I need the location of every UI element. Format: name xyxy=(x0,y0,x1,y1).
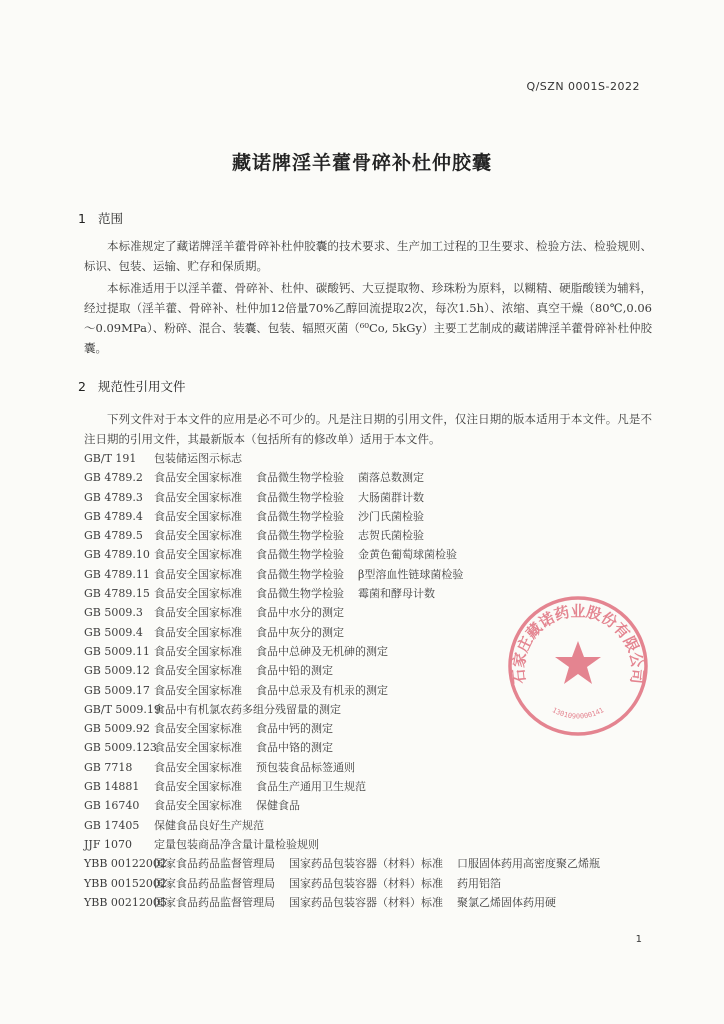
reference-t3: 志贺氏菌检验 xyxy=(358,529,424,543)
reference-t1: 食品安全国家标准 xyxy=(154,471,242,485)
reference-t2: 食品中铬的测定 xyxy=(256,741,333,755)
reference-item xyxy=(84,488,664,507)
seal-star-icon xyxy=(555,641,601,684)
reference-t1: 国家食品药品监督管理局 xyxy=(154,876,275,890)
reference-t1: 国家食品药品监督管理局 xyxy=(154,857,275,871)
reference-t1: 食品中有机氯农药多组分残留量的测定 xyxy=(154,702,341,716)
reference-t2: 国家药品包装容器（材料）标准 xyxy=(289,895,443,909)
reference-item xyxy=(84,874,664,893)
page-number: 1 xyxy=(635,934,642,945)
reference-item xyxy=(84,468,664,487)
section-1-title: 范围 xyxy=(98,211,124,226)
reference-t2: 国家药品包装容器（材料）标准 xyxy=(289,857,443,871)
reference-code: GB 17405 xyxy=(84,818,140,832)
reference-code: GB 4789.10 xyxy=(84,548,150,562)
reference-code: GB 5009.17 xyxy=(84,683,150,697)
reference-t1: 食品安全国家标准 xyxy=(154,644,242,658)
reference-t2: 食品中总汞及有机汞的测定 xyxy=(256,683,388,697)
reference-code: GB 4789.2 xyxy=(84,471,143,485)
reference-item xyxy=(84,893,664,912)
section-1-number: 1 xyxy=(78,211,86,226)
company-seal xyxy=(505,593,651,739)
reference-code: GB 7718 xyxy=(84,760,133,774)
seal-serial-text: 1301090000141 xyxy=(550,706,606,721)
reference-code: GB/T 191 xyxy=(84,452,137,465)
reference-t2: 食品中总砷及无机砷的测定 xyxy=(256,644,388,658)
reference-t1: 包装储运图示标志 xyxy=(154,452,242,465)
reference-t2: 食品微生物学检验 xyxy=(256,548,344,562)
reference-code: JJF 1070 xyxy=(84,837,132,851)
reference-item xyxy=(84,449,664,468)
reference-code: GB 4789.3 xyxy=(84,490,143,504)
reference-t1: 食品安全国家标准 xyxy=(154,625,242,639)
section-1-paragraph-1: 本标准规定了藏诺牌淫羊藿骨碎补杜仲胶囊的技术要求、生产加工过程的卫生要求、检验方法、检验规则、标识、包装、运输、贮存和保质期。 xyxy=(84,239,652,273)
reference-t1: 食品安全国家标准 xyxy=(154,722,242,736)
reference-code: YBB 00122002 xyxy=(84,857,167,871)
document-title: 藏诺牌淫羊藿骨碎补杜仲胶囊 xyxy=(231,152,492,174)
reference-t2: 国家药品包装容器（材料）标准 xyxy=(289,876,443,890)
reference-code: GB 4789.11 xyxy=(84,567,150,581)
reference-code: GB 5009.11 xyxy=(84,644,150,658)
reference-code: GB/T 5009.19 xyxy=(84,702,161,716)
reference-t3: 聚氯乙烯固体药用硬 xyxy=(457,895,556,909)
section-2-title: 规范性引用文件 xyxy=(98,379,186,394)
reference-t1: 食品安全国家标准 xyxy=(154,529,242,543)
seal-company-text: 石家庄藏诺药业股份有限公司 xyxy=(509,602,647,685)
reference-t2: 食品微生物学检验 xyxy=(256,587,344,601)
reference-item xyxy=(84,796,664,815)
reference-t1: 食品安全国家标准 xyxy=(154,780,242,794)
reference-code: GB 4789.5 xyxy=(84,529,143,543)
reference-t2: 食品中钙的测定 xyxy=(256,722,333,736)
section-1-paragraph-2: 本标准适用于以淫羊藿、骨碎补、杜仲、碳酸钙、大豆提取物、珍珠粉为原料，以糊精、硬脂酸镁为辅料，经过提取（淫羊藿、骨碎补、杜仲加12倍量70%乙醇回流提取2次，每次1.5h）、浓缩、真空干燥（80℃,0.06～0.09MPa）、粉碎、混合、装囊、包装、辐照灭菌（⁶⁰Co, 5kGy）主要工艺制成的藏诺牌淫羊藿骨碎补杜仲胶囊。 xyxy=(84,281,652,355)
reference-code: YBB 00152002 xyxy=(84,876,167,890)
reference-t1: 定量包装商品净含量计量检验规则 xyxy=(154,837,319,851)
standard-code: Q/SZN 0001S-2022 xyxy=(526,80,640,93)
reference-t1: 食品安全国家标准 xyxy=(154,664,242,678)
reference-t2: 食品中灰分的测定 xyxy=(256,625,344,639)
reference-t3: 沙门氏菌检验 xyxy=(358,509,424,523)
reference-t1: 食品安全国家标准 xyxy=(154,606,242,620)
reference-t1: 国家食品药品监督管理局 xyxy=(154,895,275,909)
reference-t3: 金黄色葡萄球菌检验 xyxy=(358,548,457,562)
reference-t2: 食品微生物学检验 xyxy=(256,490,344,504)
reference-t1: 食品安全国家标准 xyxy=(154,741,242,755)
reference-t2: 食品中铅的测定 xyxy=(256,664,333,678)
reference-t3: 药用铝箔 xyxy=(457,876,501,890)
reference-code: YBB 00212005 xyxy=(84,895,167,909)
reference-item xyxy=(84,854,664,873)
reference-t1: 食品安全国家标准 xyxy=(154,760,242,774)
section-2-heading xyxy=(78,377,186,395)
reference-item xyxy=(84,545,664,564)
reference-t3: β型溶血性链球菌检验 xyxy=(358,567,464,581)
reference-t1: 食品安全国家标准 xyxy=(154,587,242,601)
reference-code: GB 4789.4 xyxy=(84,509,143,523)
reference-item xyxy=(84,758,664,777)
reference-t2: 食品微生物学检验 xyxy=(256,509,344,523)
reference-code: GB 5009.4 xyxy=(84,625,143,639)
reference-item xyxy=(84,507,664,526)
section-1-heading xyxy=(78,209,123,227)
reference-t1: 食品安全国家标准 xyxy=(154,567,242,581)
reference-code: GB 14881 xyxy=(84,780,140,794)
reference-t1: 食品安全国家标准 xyxy=(154,490,242,504)
reference-item xyxy=(84,777,664,796)
reference-t1: 保健食品良好生产规范 xyxy=(154,818,264,832)
reference-item xyxy=(84,526,664,545)
reference-code: GB 16740 xyxy=(84,799,140,813)
reference-t3: 口服固体药用高密度聚乙烯瓶 xyxy=(457,857,600,871)
reference-t2: 食品微生物学检验 xyxy=(256,567,344,581)
reference-code: GB 5009.92 xyxy=(84,722,150,736)
reference-t3: 霉菌和酵母计数 xyxy=(358,587,435,601)
reference-t2: 食品中水分的测定 xyxy=(256,606,344,620)
reference-t1: 食品安全国家标准 xyxy=(154,683,242,697)
reference-code: GB 4789.15 xyxy=(84,587,150,601)
reference-t1: 食品安全国家标准 xyxy=(154,799,242,813)
section-2-number: 2 xyxy=(78,379,86,394)
reference-code: GB 5009.123 xyxy=(84,741,157,755)
reference-t2: 预包装食品标签通则 xyxy=(256,760,355,774)
reference-item xyxy=(84,816,664,835)
reference-t3: 菌落总数测定 xyxy=(358,471,424,485)
reference-item xyxy=(84,738,664,757)
reference-t2: 保健食品 xyxy=(256,799,300,813)
reference-code: GB 5009.3 xyxy=(84,606,143,620)
reference-t1: 食品安全国家标准 xyxy=(154,509,242,523)
reference-item xyxy=(84,835,664,854)
reference-code: GB 5009.12 xyxy=(84,664,150,678)
reference-t2: 食品生产通用卫生规范 xyxy=(256,780,366,794)
reference-t2: 食品微生物学检验 xyxy=(256,529,344,543)
reference-t2: 食品微生物学检验 xyxy=(256,471,344,485)
reference-item xyxy=(84,565,664,584)
section-2-intro: 下列文件对于本文件的应用是必不可少的。凡是注日期的引用文件，仅注日期的版本适用于本文件。凡是不注日期的引用文件，其最新版本（包括所有的修改单）适用于本文件。 xyxy=(84,412,652,446)
reference-t1: 食品安全国家标准 xyxy=(154,548,242,562)
reference-t3: 大肠菌群计数 xyxy=(358,490,424,504)
